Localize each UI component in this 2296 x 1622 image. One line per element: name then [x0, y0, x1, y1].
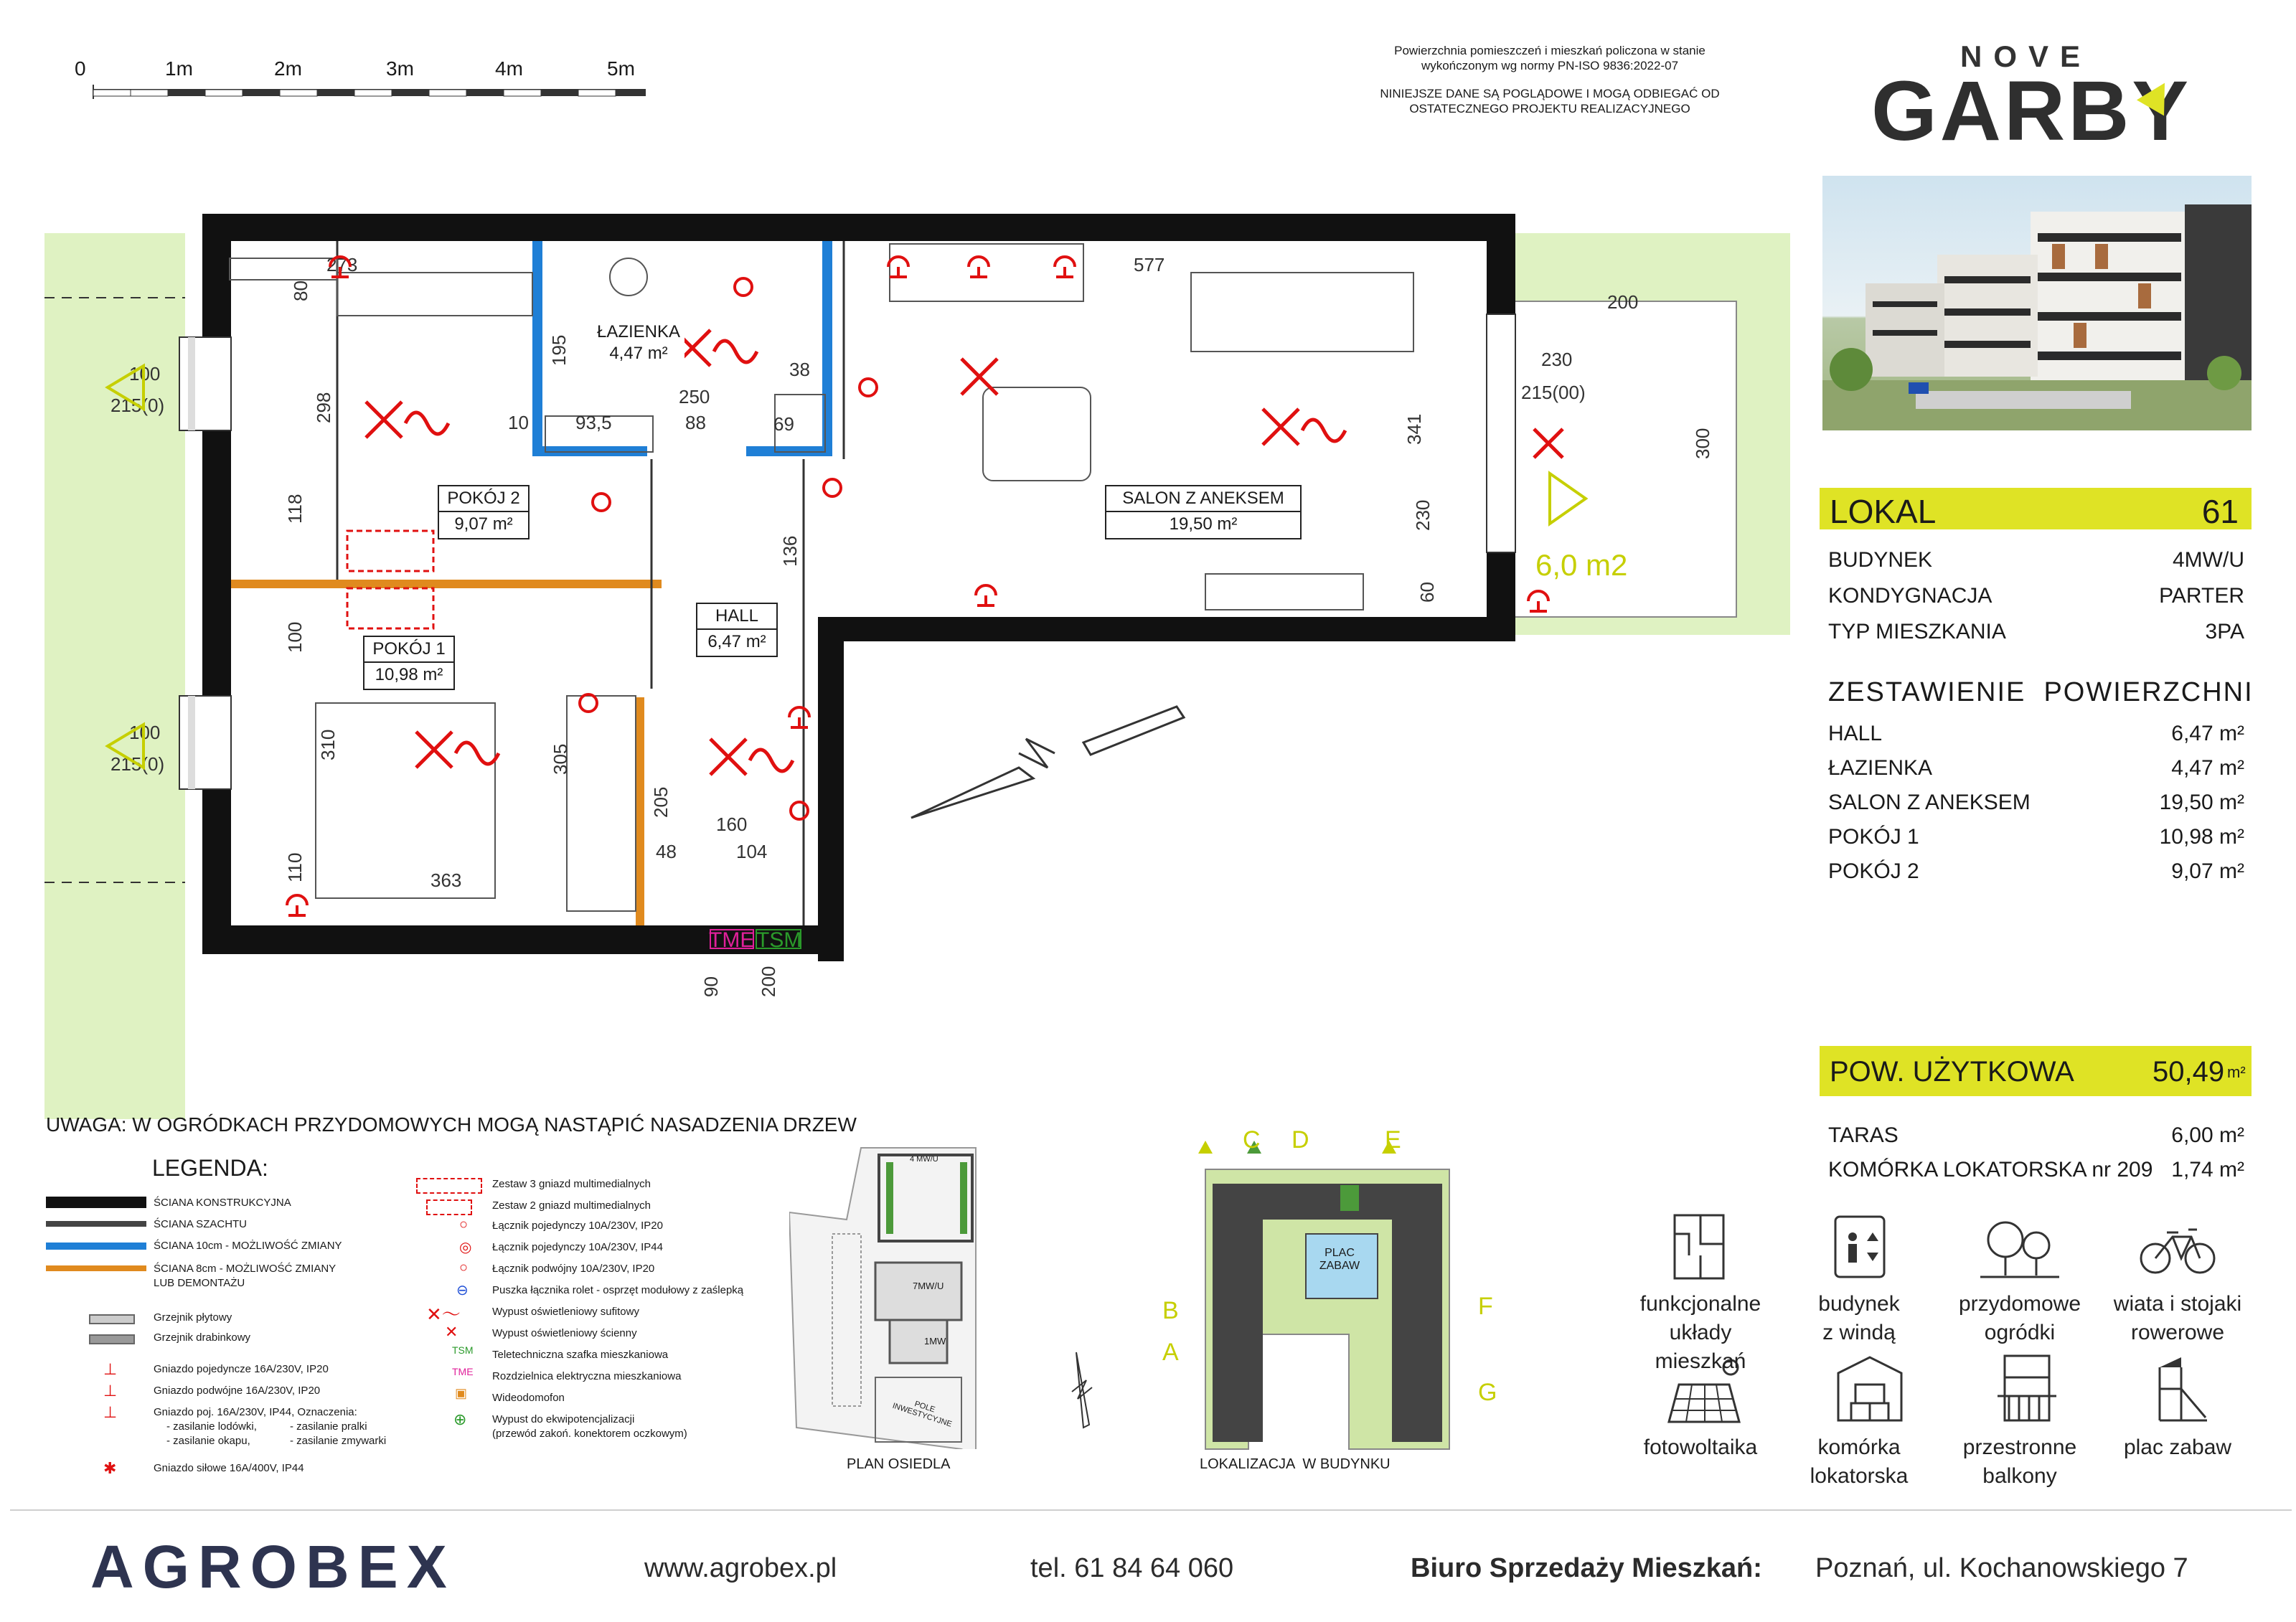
window-left-2 — [179, 696, 231, 789]
lokal-number: 61 — [2201, 493, 2239, 530]
tsm-icon: TSM — [452, 1344, 474, 1356]
dim-160: 160 — [716, 814, 748, 835]
area-row-salon — [1828, 791, 2244, 815]
garden-icon — [1980, 1212, 2059, 1281]
legend-tsm: Teletechniczna szafka mieszkaniowa — [492, 1349, 669, 1361]
switch-ip44-icon: ◎ — [459, 1240, 472, 1255]
dim-10: 10 — [508, 412, 529, 433]
room-area: 10,98 m² — [364, 661, 453, 687]
dim-200: 200 — [1607, 291, 1639, 313]
detail-row-typ — [1828, 620, 2244, 644]
window-right — [1487, 314, 1515, 552]
scale-label-5: 5m — [607, 57, 635, 80]
layout-icon — [1672, 1212, 1726, 1281]
site-plan — [789, 1141, 990, 1478]
tsm-label: TSM — [756, 928, 802, 952]
extra-value: 1,74 m² — [2171, 1158, 2244, 1182]
window2-height: 215(0) — [110, 753, 165, 775]
area-label: HALL — [1828, 722, 1883, 745]
legend-wall-10: ŚCIANA 10cm - MOŻLIWOŚĆ ZMIANY — [154, 1240, 342, 1252]
dim-363: 363 — [430, 869, 462, 891]
note-line-3: NINIEJSZE DANE SĄ POGLĄDOWE I MOGĄ ODBIEGAĆ OD — [1380, 87, 1720, 100]
power-socket-icon: ✱ — [103, 1459, 117, 1477]
loc-letter-d: D — [1292, 1126, 1309, 1154]
legend-heaters — [46, 1310, 390, 1353]
note-line-1: Powierzchnia pomieszczeń i mieszkań policzona w stanie — [1394, 44, 1705, 57]
feature-label-layout: funkcjonalne układy mieszkań — [1639, 1292, 1761, 1373]
area-label: ŁAZIENKA — [1828, 756, 1933, 780]
legend-socket-single: Gniazdo pojedyncze 16A/230V, IP20 — [154, 1363, 329, 1375]
legend-equipotential: Wypust do ekwipotencjalizacji — [492, 1413, 635, 1425]
detail-label: TYP MIESZKANIA — [1828, 620, 2006, 643]
window1-height: 215(0) — [110, 395, 165, 416]
feature-label-garden: przydomowe ogródki — [1958, 1292, 2081, 1344]
intercom-icon: ▣ — [455, 1386, 468, 1400]
pow-label: POW. UŻYTKOWA — [1830, 1056, 2074, 1088]
scale-label-0: 0 — [75, 57, 86, 80]
dim-90: 90 — [700, 976, 722, 997]
legend-walls — [46, 1191, 405, 1320]
bike-icon — [2138, 1220, 2217, 1277]
blind-switch-icon: ⊖ — [456, 1283, 469, 1298]
legend-ceiling-light: Wypust oświetleniowy sufitowy — [492, 1306, 639, 1318]
dim-341: 341 — [1403, 413, 1425, 445]
note-line-4: OSTATECZNEGO PROJEKTU REALIZACYJNEGO — [1409, 102, 1690, 115]
dim-300: 300 — [1692, 428, 1713, 459]
switch-single-icon: ○ — [459, 1217, 469, 1232]
feature-label-bike: wiata i stojaki rowerowe — [2113, 1292, 2242, 1344]
area-label: POKÓJ 2 — [1828, 859, 1919, 883]
legend-socket-washer: - zasilanie pralki — [290, 1420, 367, 1433]
socket-ip44-icon: ⊥ — [103, 1403, 118, 1421]
detail-label: BUDYNEK — [1828, 548, 1933, 572]
extra-label: TARAS — [1828, 1123, 1899, 1147]
legend-mm2: Zestaw 2 gniazd multimedialnych — [492, 1199, 651, 1212]
ceiling-light-icons — [366, 330, 1563, 775]
room-name: SALON Z ANEKSEM — [1122, 489, 1284, 508]
site-bldg2: 7MW/U — [913, 1281, 944, 1291]
legend-equipotential-b: (przewód zakoń. konektorem oczkowym) — [492, 1428, 687, 1440]
detail-value: 4MW/U — [2173, 548, 2244, 572]
equipotential-icon: ⊕ — [453, 1410, 467, 1428]
dim-577: 577 — [1134, 254, 1165, 275]
legend-wall-8: ŚCIANA 8cm - MOŻLIWOŚĆ ZMIANY — [154, 1263, 337, 1275]
legend-sockets — [46, 1360, 419, 1478]
detail-value: 3PA — [2205, 620, 2244, 643]
site-north-icon — [1062, 1349, 1105, 1435]
window1-width: 100 — [129, 363, 161, 385]
dim-60: 60 — [1416, 582, 1438, 603]
legend-wall-light: Wypust oświetleniowy ścienny — [492, 1327, 637, 1339]
room-name: ŁAZIENKA — [596, 322, 681, 341]
terrace-area: 6,0 m2 — [1535, 548, 1628, 582]
lokal-header — [1820, 488, 2252, 529]
panel-heater-icon — [89, 1314, 135, 1324]
window-left-1 — [179, 337, 231, 430]
legend-mm3: Zestaw 3 gniazd multimedialnych — [492, 1178, 651, 1190]
area-value: 9,07 m² — [2171, 859, 2244, 883]
legend-blind-switch: Puszka łącznika rolet - osprzęt modułowy z zaślepką — [492, 1284, 744, 1296]
legend-wall-8-swatch — [46, 1265, 146, 1271]
wall-light-icon: ✕ — [445, 1323, 458, 1341]
sales-office-address: Poznań, ul. Kochanowskiego 7 — [1815, 1553, 2188, 1583]
dim-298: 298 — [313, 392, 334, 423]
area-value: 6,47 m² — [2171, 722, 2244, 745]
feature-label-solar: fotowoltaika — [1643, 1435, 1758, 1459]
dim-118: 118 — [284, 494, 306, 524]
plac-zabaw-label: PLAC ZABAW — [1319, 1247, 1360, 1272]
plan-osiedla-label: PLAN OSIEDLA — [847, 1456, 951, 1472]
legend-socket-fridge: - zasilanie lodówki, — [166, 1420, 257, 1433]
multimedia3-icon — [416, 1178, 482, 1194]
room-hall — [696, 603, 778, 657]
garden-left — [44, 233, 185, 1119]
scale-label-1: 1m — [165, 57, 193, 80]
balcony-icon — [1995, 1353, 2059, 1425]
terrace-door-width: 230 — [1541, 349, 1573, 370]
dim-88: 88 — [685, 412, 706, 433]
area-row-pokoj1 — [1828, 825, 2244, 849]
pow-value: 50,49 — [2152, 1056, 2225, 1088]
legend-wall-shaft-swatch — [46, 1221, 146, 1227]
loc-letter-e: E — [1385, 1126, 1401, 1154]
building-location — [1162, 1126, 1535, 1478]
dim-250: 250 — [679, 386, 710, 407]
area-value: 10,98 m² — [2159, 825, 2244, 849]
legend-socket-ip44: Gniazdo poj. 16A/230V, IP44, Oznaczenia: — [154, 1406, 357, 1418]
dim-200b: 200 — [758, 966, 779, 997]
legend-heater-ladder: Grzejnik drabinkowy — [154, 1331, 251, 1344]
note-line-2: wykończonym wg normy PN-ISO 9836:2022-07 — [1421, 59, 1679, 72]
room-name: HALL — [715, 606, 759, 626]
room-name: POKÓJ 2 — [447, 489, 520, 508]
dim-273: 273 — [326, 254, 358, 275]
legend-socket-double: Gniazdo podwójne 16A/230V, IP20 — [154, 1385, 321, 1397]
legend-wall-shaft: ŚCIANA SZACHTU — [154, 1218, 248, 1230]
area-value: 4,47 m² — [2171, 756, 2244, 780]
lokal-label: LOKAL — [1830, 493, 1937, 530]
building-illustration — [1822, 176, 2252, 430]
legend-intercom: Wideodomofon — [492, 1392, 565, 1404]
dim-195: 195 — [548, 334, 570, 366]
dim-38: 38 — [789, 359, 810, 380]
scale-label-2: 2m — [274, 57, 302, 80]
loc-letter-b: B — [1162, 1297, 1179, 1324]
sales-office-label: Biuro Sprzedaży Mieszkań: — [1411, 1553, 1762, 1583]
legend-switch-double: Łącznik podwójny 10A/230V, IP20 — [492, 1263, 655, 1275]
extra-row-komorka — [1828, 1158, 2244, 1182]
dim-93: 93,5 — [575, 412, 612, 433]
dim-69: 69 — [773, 413, 794, 435]
terrace-door-height: 215(00) — [1521, 382, 1586, 403]
phone-number: tel. 61 84 64 060 — [1030, 1553, 1234, 1583]
features — [1622, 1205, 2253, 1507]
room-name: POKÓJ 1 — [372, 639, 446, 659]
playground-icon — [2152, 1353, 2210, 1425]
feature-label-playground: plac zabaw — [2123, 1435, 2232, 1459]
legend-heater-panel: Grzejnik płytowy — [154, 1311, 232, 1324]
socket-single-icon: ⊥ — [103, 1360, 118, 1378]
extra-label: KOMÓRKA LOKATORSKA nr 209 — [1828, 1158, 2153, 1182]
area-row-lazienka — [1828, 756, 2244, 781]
legend-switch-single: Łącznik pojedynczy 10A/230V, IP20 — [492, 1220, 663, 1232]
loc-letter-f: F — [1478, 1293, 1493, 1320]
legend-socket-dishwasher: - zasilanie zmywarki — [290, 1435, 387, 1447]
tme-icon: TME — [452, 1366, 474, 1377]
building-location-map — [1162, 1126, 1535, 1456]
legend-socket-power: Gniazdo siłowe 16A/400V, IP44 — [154, 1462, 304, 1474]
room-area: 4,47 m² — [609, 344, 668, 363]
legend-title: LEGENDA: — [152, 1155, 268, 1181]
socket-double-icon: ⊥ — [103, 1382, 118, 1400]
tme-label: TME — [709, 928, 755, 952]
legend-wall-10-swatch — [46, 1243, 146, 1250]
legend-col2 — [416, 1175, 789, 1484]
scale-label-3: 3m — [386, 57, 414, 80]
room-area: 6,47 m² — [697, 628, 776, 654]
room-area: 9,07 m² — [439, 511, 528, 537]
scale-label-4: 4m — [495, 57, 523, 80]
feature-label-balcony: przestronne balkony — [1962, 1435, 2077, 1488]
lokalizacja-label: LOKALIZACJA W BUDYNKU — [1200, 1456, 1391, 1472]
room-pokoj1 — [363, 636, 455, 690]
detail-row-kondygnacja — [1828, 584, 2244, 608]
room-salon — [1105, 485, 1302, 539]
zestawienie-title: ZESTAWIENIE POWIERZCHNI — [1828, 677, 2254, 707]
loc-letter-a: A — [1162, 1339, 1179, 1366]
dim-48: 48 — [656, 841, 677, 862]
loc-letter-c: C — [1243, 1126, 1261, 1154]
area-row-hall — [1828, 722, 2244, 746]
ladder-heater-icon — [89, 1334, 135, 1344]
legend-wall-8b: LUB DEMONTAŻU — [154, 1277, 245, 1289]
building-rendering — [1822, 176, 2252, 430]
detail-row-budynek — [1828, 548, 2244, 572]
dim-230v: 230 — [1412, 499, 1434, 531]
area-label: POKÓJ 1 — [1828, 825, 1919, 849]
legend-wall-structural: ŚCIANA KONSTRUKCYJNA — [154, 1197, 291, 1209]
room-area: 19,50 m² — [1106, 511, 1300, 537]
area-row-pokoj2 — [1828, 859, 2244, 884]
dim-310: 310 — [317, 729, 339, 760]
site-bldg1: 4 MW/U — [910, 1155, 938, 1164]
site-pole: POLE INWESTYCYJNE — [891, 1400, 953, 1429]
pow-uzytkowa-bar — [1820, 1046, 2252, 1096]
room-pokoj2 — [438, 485, 530, 539]
north-arrow-icon — [911, 707, 1184, 818]
detail-label: KONDYGNACJA — [1828, 584, 1992, 608]
detail-value: PARTER — [2159, 584, 2244, 608]
dim-110: 110 — [284, 852, 306, 882]
legend-wall-structural-swatch — [46, 1197, 146, 1208]
legend-switch-ip44: Łącznik pojedynczy 10A/230V, IP44 — [492, 1241, 663, 1253]
area-label: SALON Z ANEKSEM — [1828, 791, 2031, 814]
uwaga-note: UWAGA: W OGRÓDKACH PRZYDOMOWYCH MOGĄ NASTĄPIĆ NASADZENIA DRZEW — [46, 1113, 857, 1136]
brand-top: NOVE — [1960, 39, 2092, 73]
footer-divider — [10, 1509, 2292, 1511]
window2-width: 100 — [129, 722, 161, 743]
site-bldg3: 1MW — [924, 1336, 946, 1347]
extra-value: 6,00 m² — [2171, 1123, 2244, 1147]
legend-tme: Rozdzielnica elektryczna mieszkaniowa — [492, 1370, 682, 1382]
dim-104: 104 — [736, 841, 768, 862]
feature-label-elevator: budynek z windą — [1818, 1292, 1900, 1344]
pow-unit: m² — [2227, 1063, 2246, 1081]
company-logo: AGROBEX — [90, 1533, 456, 1600]
elevator-icon — [1831, 1212, 1888, 1281]
switch-double-icon: ○ — [459, 1260, 469, 1276]
storage-icon — [1834, 1353, 1906, 1425]
loc-letter-g: G — [1478, 1379, 1497, 1406]
dim-136: 136 — [779, 535, 801, 567]
dim-305: 305 — [550, 743, 571, 775]
feature-label-storage: komórka lokatorska — [1810, 1435, 1909, 1488]
legend-socket-hood: - zasilanie okapu, — [166, 1435, 250, 1447]
multimedia2-icon — [426, 1199, 472, 1215]
dim-205: 205 — [650, 786, 672, 818]
brand-logo — [1866, 39, 2203, 159]
website-link[interactable]: www.agrobex.pl — [644, 1553, 837, 1583]
room-lazienka — [593, 321, 684, 372]
area-value: 19,50 m² — [2159, 791, 2244, 814]
dim-100a: 100 — [284, 621, 306, 653]
extra-row-taras — [1828, 1123, 2244, 1148]
ceiling-light-icon: ✕〜 — [426, 1303, 461, 1325]
brand-main: GARBY — [1871, 64, 2192, 159]
dim-80: 80 — [290, 280, 311, 301]
